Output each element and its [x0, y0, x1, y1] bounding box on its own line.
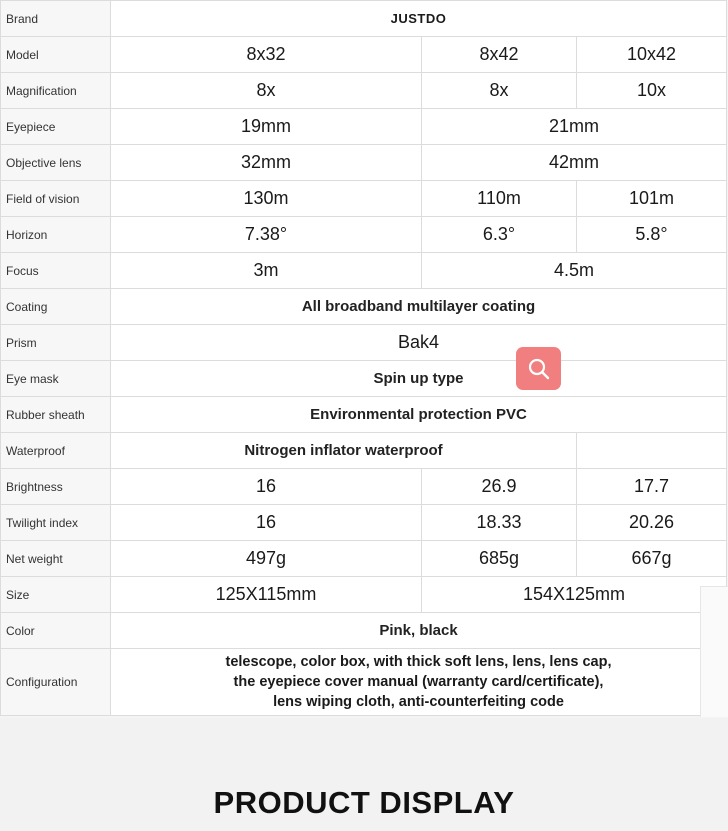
value-eye-mask: Spin up type	[111, 361, 727, 397]
label-brand: Brand	[1, 1, 111, 37]
value-size-2: 154X125mm	[422, 577, 727, 613]
row-configuration	[1, 649, 727, 716]
value-field-3: 101m	[577, 181, 727, 217]
value-eyepiece-1: 19mm	[111, 109, 422, 145]
value-coating: All broadband multilayer coating	[111, 289, 727, 325]
label-model: Model	[1, 37, 111, 73]
row-eye-mask	[1, 361, 727, 397]
value-color: Pink, black	[111, 613, 727, 649]
value-brand: JUSTDO	[111, 1, 727, 37]
value-field-1: 130m	[111, 181, 422, 217]
configuration-line-2: the eyepiece cover manual (warranty card/certificate),	[233, 674, 604, 690]
value-field-2: 110m	[422, 181, 577, 217]
section-title: PRODUCT DISPLAY	[213, 785, 515, 820]
configuration-line-3: lens wiping cloth, anti-counterfeiting code	[273, 694, 564, 710]
label-coating: Coating	[1, 289, 111, 325]
value-model-8x42: 8x42	[422, 37, 577, 73]
value-twilight-1: 16	[111, 505, 422, 541]
label-horizon: Horizon	[1, 217, 111, 253]
label-configuration: Configuration	[1, 649, 111, 716]
label-eyepiece: Eyepiece	[1, 109, 111, 145]
value-objective-1: 32mm	[111, 145, 422, 181]
label-prism: Prism	[1, 325, 111, 361]
search-icon	[526, 356, 552, 382]
row-eyepiece	[1, 109, 727, 145]
value-magnification-3: 10x	[577, 73, 727, 109]
value-waterproof: Nitrogen inflator waterproof	[111, 433, 577, 469]
row-waterproof	[1, 433, 727, 469]
value-size-1: 125X115mm	[111, 577, 422, 613]
row-color	[1, 613, 727, 649]
row-brightness	[1, 469, 727, 505]
label-eye-mask: Eye mask	[1, 361, 111, 397]
value-twilight-3: 20.26	[577, 505, 727, 541]
label-color: Color	[1, 613, 111, 649]
label-net-weight: Net weight	[1, 541, 111, 577]
value-configuration	[111, 649, 727, 716]
row-size	[1, 577, 727, 613]
value-model-10x42: 10x42	[577, 37, 727, 73]
search-button[interactable]	[516, 347, 561, 390]
value-horizon-2: 6.3°	[422, 217, 577, 253]
value-brightness-3: 17.7	[577, 469, 727, 505]
value-net-weight-1: 497g	[111, 541, 422, 577]
label-twilight: Twilight index	[1, 505, 111, 541]
value-model-8x32: 8x32	[111, 37, 422, 73]
row-rubber	[1, 397, 727, 433]
value-magnification-1: 8x	[111, 73, 422, 109]
label-waterproof: Waterproof	[1, 433, 111, 469]
row-twilight	[1, 505, 727, 541]
row-net-weight	[1, 541, 727, 577]
configuration-line-1: telescope, color box, with thick soft lens, lens, lens cap,	[225, 654, 612, 670]
label-brightness: Brightness	[1, 469, 111, 505]
value-focus-2: 4.5m	[422, 253, 727, 289]
side-panel-edge	[700, 586, 728, 717]
label-focus: Focus	[1, 253, 111, 289]
row-prism	[1, 325, 727, 361]
label-size: Size	[1, 577, 111, 613]
row-focus	[1, 253, 727, 289]
value-waterproof-empty	[577, 433, 727, 469]
value-net-weight-3: 667g	[577, 541, 727, 577]
row-horizon	[1, 217, 727, 253]
row-coating	[1, 289, 727, 325]
value-eyepiece-2: 21mm	[422, 109, 727, 145]
value-twilight-2: 18.33	[422, 505, 577, 541]
value-objective-2: 42mm	[422, 145, 727, 181]
row-magnification	[1, 73, 727, 109]
value-brightness-2: 26.9	[422, 469, 577, 505]
value-horizon-3: 5.8°	[577, 217, 727, 253]
row-objective	[1, 145, 727, 181]
label-field: Field of vision	[1, 181, 111, 217]
row-field	[1, 181, 727, 217]
value-horizon-1: 7.38°	[111, 217, 422, 253]
value-rubber: Environmental protection PVC	[111, 397, 727, 433]
value-magnification-2: 8x	[422, 73, 577, 109]
row-brand	[1, 1, 727, 37]
value-net-weight-2: 685g	[422, 541, 577, 577]
value-prism: Bak4	[111, 325, 727, 361]
value-brightness-1: 16	[111, 469, 422, 505]
row-model	[1, 37, 727, 73]
label-objective: Objective lens	[1, 145, 111, 181]
value-focus-1: 3m	[111, 253, 422, 289]
label-magnification: Magnification	[1, 73, 111, 109]
label-rubber: Rubber sheath	[1, 397, 111, 433]
